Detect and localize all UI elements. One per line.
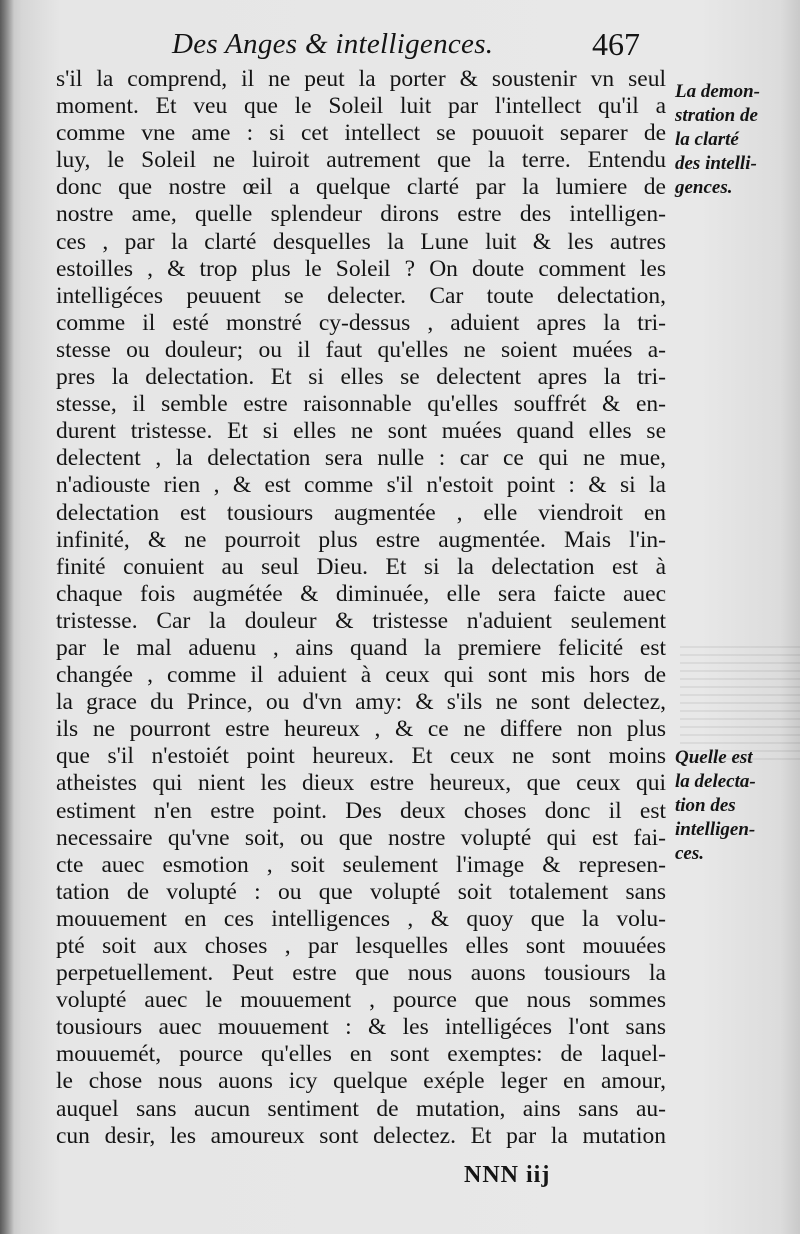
margin-note-line: des intelli-	[675, 153, 757, 174]
text-line: changée , comme il aduient à ceux qui sont mis hors de	[56, 662, 666, 689]
text-line: par le mal aduenu , ains quand la premiere felicité est	[56, 634, 666, 661]
margin-note-delectation	[675, 746, 793, 866]
margin-note-line: la clarté	[675, 129, 739, 150]
text-line: comme il esté monstré cy-dessus , aduient apres la tri-	[56, 309, 666, 336]
text-line: pté soit aux choses , par lesquelles elles sont mouuées	[56, 933, 666, 959]
text-line: comme vne ame : si cet intellect se pouuoit separer de	[56, 120, 666, 147]
margin-note-line: ces.	[675, 843, 705, 864]
text-line: auquel sans aucun sentiment de mutation, ains sans au-	[56, 1095, 666, 1122]
text-line: pres la delectation. Et si elles se delectent apres la tri-	[56, 364, 666, 391]
text-line: intelligéces peuuent se delecter. Car toute delectation,	[56, 282, 666, 309]
page-number: 467	[592, 26, 640, 62]
main-text-block	[56, 66, 666, 1150]
binding-gutter-shadow	[0, 0, 14, 1234]
text-line: mouuement en ces intelligences , & quoy que la volu-	[56, 905, 666, 932]
text-line: nostre ame, quelle splendeur dirons estre des intelligen-	[56, 201, 666, 228]
signature-mark: NNN iij	[464, 1162, 551, 1188]
margin-note-line: La demon-	[675, 81, 760, 102]
text-line: perpetuellement. Peut estre que nous auons tousiours la	[56, 960, 666, 987]
margin-note-line: intelligen-	[675, 819, 756, 840]
text-line: delectation est tousiours augmentée , elle viendroit en	[56, 499, 666, 526]
text-line: que s'il n'estoiét point heureux. Et ceux ne sont moins	[56, 743, 666, 770]
margin-note-line: la delecta-	[675, 771, 756, 792]
text-line: durent tristesse. Et si elles ne sont muées quand elles se	[56, 418, 666, 445]
text-line: n'adiouste rien , & est comme s'il n'estoit point : & si la	[56, 472, 666, 499]
text-line: necessaire qu'vne soit, ou que nostre volupté qui est fai-	[56, 824, 666, 851]
text-line: la grace du Prince, ou d'vn amy: & s'ils ne sont delectez,	[56, 689, 666, 716]
text-line: stesse ou douleur; ou il faut qu'elles ne soient muées a-	[56, 336, 666, 363]
text-line: donc que nostre œil a quelque clarté par la lumiere de	[56, 174, 666, 201]
running-head: Des Anges & intelligences.	[172, 28, 494, 60]
text-line: ils ne pourront estre heureux , & ce ne differe non plus	[56, 716, 666, 743]
margin-note-line: Quelle est	[675, 747, 753, 768]
text-line: estiment n'en estre point. Des deux choses donc il est	[56, 797, 666, 824]
text-line: infinité, & ne pourroit plus estre augmentée. Mais l'in-	[56, 526, 666, 553]
margin-note-line: gences.	[675, 177, 733, 198]
text-line: moment. Et veu que le Soleil luit par l'intellect qu'il a	[56, 93, 666, 120]
text-line: s'il la comprend, il ne peut la porter & soustenir vn seul	[56, 66, 666, 92]
margin-note-demonstration	[675, 80, 793, 200]
text-line: chaque fois augmétée & diminuée, elle sera faicte auec	[56, 580, 666, 607]
text-line: volupté auec le mouuement , pource que nous sommes	[56, 987, 666, 1014]
text-line: tation de volupté : ou que volupté soit totalement sans	[56, 878, 666, 905]
text-line: tristesse. Car la douleur & tristesse n'aduient seulement	[56, 607, 666, 634]
text-line: atheistes qui nient les dieux estre heureux, que ceux qui	[56, 770, 666, 797]
text-line: tousiours auec mouuement : & les intelligéces l'ont sans	[56, 1014, 666, 1041]
text-line: ces , par la clarté desquelles la Lune luit & les autres	[56, 228, 666, 255]
page-header	[160, 22, 650, 62]
show-through-texture	[680, 640, 800, 760]
text-line: delectent , la delectation sera nulle : car ce qui ne mue,	[56, 445, 666, 472]
text-line: mouuemét, pource qu'elles en sont exemptes: de laquel-	[56, 1041, 666, 1068]
text-line: cte auec esmotion , soit seulement l'image & represen-	[56, 851, 666, 878]
text-line: cun desir, les amoureux sont delectez. Et par la mutation	[56, 1122, 666, 1149]
margin-note-line: tion des	[675, 795, 736, 816]
text-line: estoilles , & trop plus le Soleil ? On doute comment les	[56, 255, 666, 282]
text-line: le chose nous auons icy quelque exéple leger en amour,	[56, 1068, 666, 1095]
margin-note-line: stration de	[675, 105, 758, 126]
text-line: luy, le Soleil ne luiroit autrement que la terre. Entendu	[56, 147, 666, 174]
text-line: finité conuient au seul Dieu. Et si la delectation est à	[56, 553, 666, 580]
text-line: stesse, il semble estre raisonnable qu'elles souffrét & en-	[56, 391, 666, 418]
